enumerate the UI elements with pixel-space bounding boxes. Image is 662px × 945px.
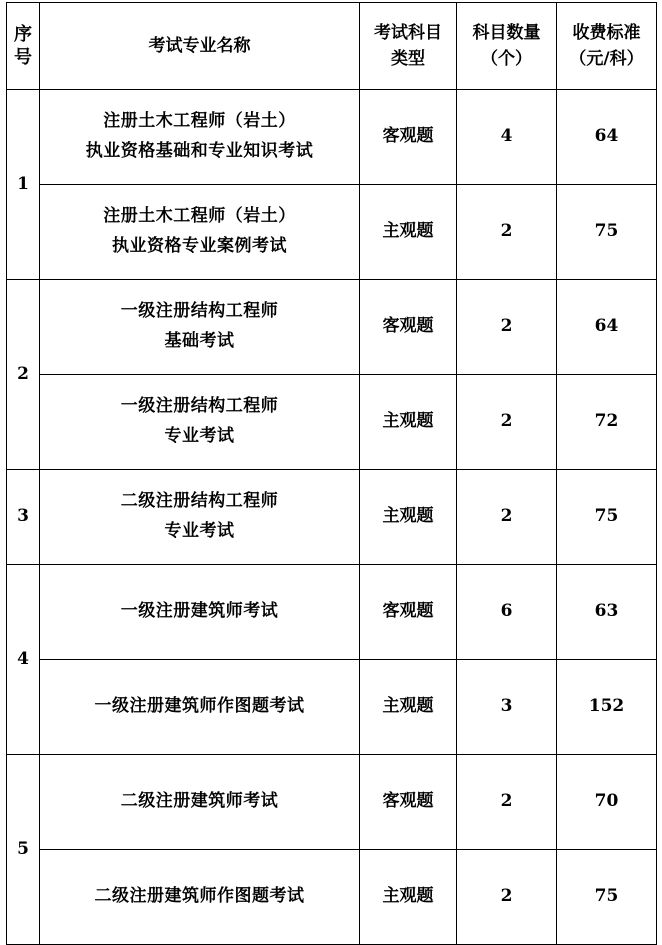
exam-specialty-name xyxy=(40,185,360,280)
table-row xyxy=(7,565,657,660)
column-header-name-text: 考试专业名称 xyxy=(148,35,251,56)
exam-specialty-name-line: 专业考试 xyxy=(164,521,235,541)
exam-subject-count: 2 xyxy=(457,755,557,850)
column-header-count xyxy=(457,3,557,90)
table-row xyxy=(7,90,657,185)
exam-specialty-name xyxy=(40,660,360,755)
exam-fee-standard: 70 xyxy=(557,755,657,850)
row-sequence-number: 1 xyxy=(7,90,40,280)
exam-fee-standard: 75 xyxy=(557,470,657,565)
exam-subject-type: 主观题 xyxy=(360,185,457,280)
exam-specialty-name xyxy=(40,375,360,470)
exam-subject-count: 2 xyxy=(457,280,557,375)
exam-fee-table xyxy=(6,2,657,945)
exam-specialty-name-line: 执业资格专业案例考试 xyxy=(112,236,287,256)
exam-specialty-name-line: 一级注册建筑师考试 xyxy=(120,601,279,622)
exam-subject-type: 客观题 xyxy=(360,90,457,185)
column-header-type-line-2: 类型 xyxy=(391,49,425,69)
column-header-seq-line-1: 序 xyxy=(14,23,32,45)
exam-subject-type: 主观题 xyxy=(360,375,457,470)
column-header-seq xyxy=(7,3,40,90)
exam-specialty-name xyxy=(40,850,360,945)
table-row xyxy=(7,280,657,375)
exam-fee-standard: 152 xyxy=(557,660,657,755)
exam-specialty-name xyxy=(40,565,360,660)
exam-specialty-name-line: 二级注册建筑师作图题考试 xyxy=(94,886,305,907)
exam-specialty-name xyxy=(40,470,360,565)
exam-specialty-name-line: 二级注册结构工程师 xyxy=(120,491,279,512)
exam-specialty-name-line: 注册土木工程师（岩土） xyxy=(103,111,296,132)
header-row xyxy=(7,3,657,90)
column-header-fee-line-2: （元/科） xyxy=(569,49,644,69)
exam-specialty-name-line: 一级注册结构工程师 xyxy=(120,301,279,322)
table-body xyxy=(7,90,657,945)
exam-subject-count: 2 xyxy=(457,850,557,945)
exam-specialty-name xyxy=(40,280,360,375)
exam-specialty-name-line: 基础考试 xyxy=(164,331,235,351)
row-sequence-number: 2 xyxy=(7,280,40,470)
column-header-name xyxy=(40,3,360,90)
exam-specialty-name-line: 注册土木工程师（岩土） xyxy=(103,206,296,227)
column-header-fee xyxy=(557,3,657,90)
exam-specialty-name-line: 专业考试 xyxy=(164,426,235,446)
exam-subject-type: 客观题 xyxy=(360,565,457,660)
exam-subject-type: 主观题 xyxy=(360,660,457,755)
exam-specialty-name-line: 执业资格基础和专业知识考试 xyxy=(85,141,314,161)
row-sequence-number: 3 xyxy=(7,470,40,565)
exam-subject-count: 2 xyxy=(457,470,557,565)
table-row xyxy=(7,375,657,470)
exam-fee-standard: 64 xyxy=(557,90,657,185)
column-header-type xyxy=(360,3,457,90)
exam-fee-standard: 64 xyxy=(557,280,657,375)
table-row xyxy=(7,185,657,280)
exam-subject-count: 3 xyxy=(457,660,557,755)
exam-subject-count: 2 xyxy=(457,375,557,470)
exam-specialty-name xyxy=(40,90,360,185)
exam-fee-standard: 72 xyxy=(557,375,657,470)
column-header-seq-line-2: 号 xyxy=(14,47,32,68)
exam-subject-count: 2 xyxy=(457,185,557,280)
column-header-count-line-1: 科目数量 xyxy=(472,22,541,43)
table-row xyxy=(7,755,657,850)
row-sequence-number: 4 xyxy=(7,565,40,755)
exam-subject-type: 客观题 xyxy=(360,280,457,375)
table-row xyxy=(7,660,657,755)
exam-subject-count: 6 xyxy=(457,565,557,660)
exam-subject-type: 客观题 xyxy=(360,755,457,850)
exam-subject-type: 主观题 xyxy=(360,850,457,945)
exam-subject-count: 4 xyxy=(457,90,557,185)
column-header-type-line-1: 考试科目 xyxy=(374,22,442,43)
exam-subject-type: 主观题 xyxy=(360,470,457,565)
exam-fee-standard: 63 xyxy=(557,565,657,660)
exam-specialty-name-line: 一级注册结构工程师 xyxy=(120,396,279,417)
exam-specialty-name-line: 二级注册建筑师考试 xyxy=(120,791,279,812)
row-sequence-number: 5 xyxy=(7,755,40,945)
table-row xyxy=(7,470,657,565)
column-header-fee-line-1: 收费标准 xyxy=(572,22,641,43)
table-row xyxy=(7,850,657,945)
exam-fee-standard: 75 xyxy=(557,185,657,280)
table-header xyxy=(7,3,657,90)
exam-specialty-name-line: 一级注册建筑师作图题考试 xyxy=(94,696,305,717)
exam-specialty-name xyxy=(40,755,360,850)
column-header-count-line-2: （个） xyxy=(481,49,532,69)
exam-fee-standard: 75 xyxy=(557,850,657,945)
